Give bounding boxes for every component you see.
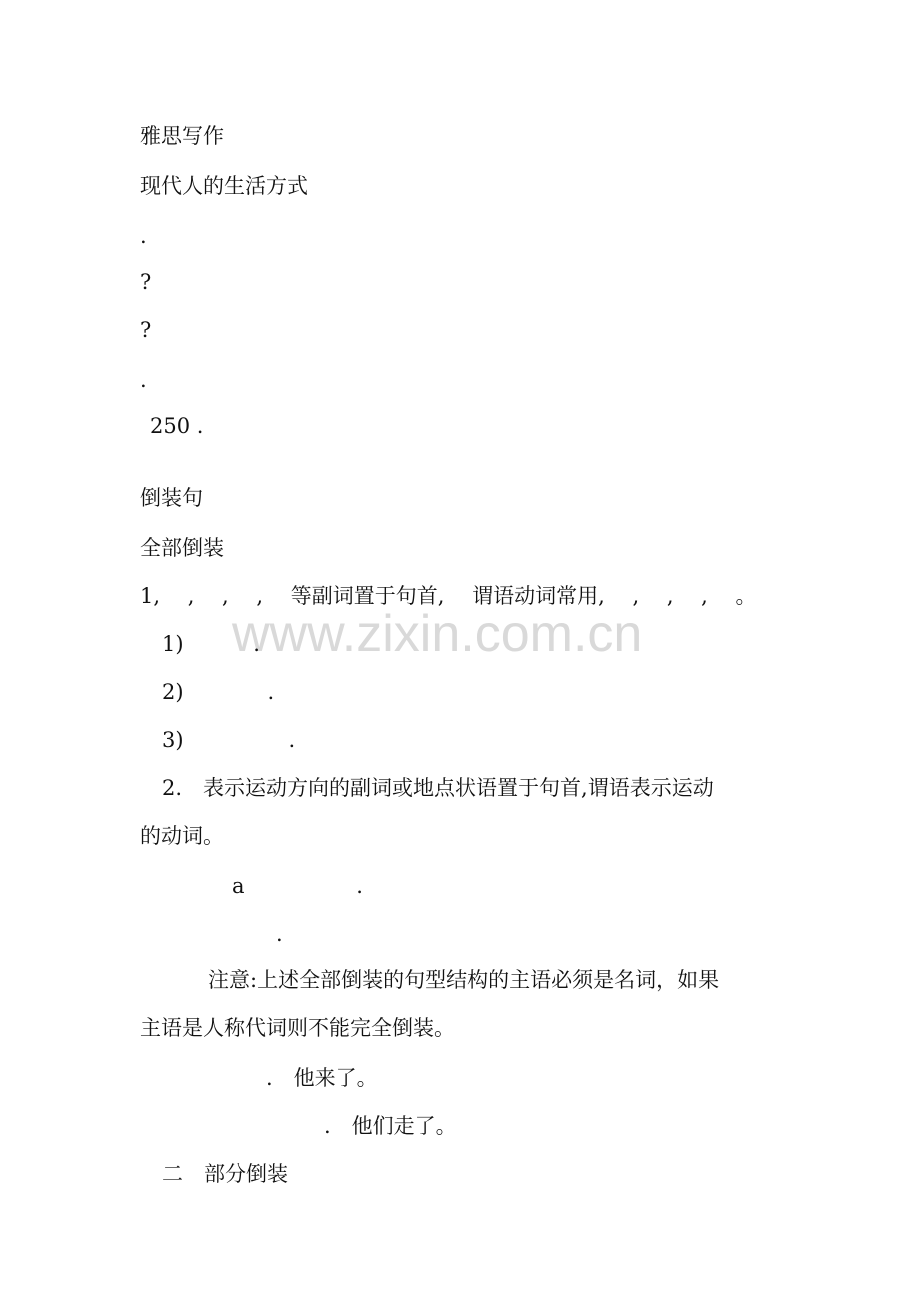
section-heading: 倒装句 (140, 486, 203, 510)
example-line: a . (232, 874, 363, 898)
watermark: www.zixin.com.cn (232, 605, 643, 663)
text-line: ? (140, 270, 152, 294)
rule-line: 1, , , , 等副词置于句首, 谓语动词常用, , , , 。 (140, 584, 757, 608)
document-title: 雅思写作 (140, 124, 224, 148)
example-line: . 他们走了。 (324, 1114, 457, 1138)
note-line: 主语是人称代词则不能完全倒装。 (140, 1016, 455, 1040)
rule-line: 2. 表示运动方向的副词或地点状语置于句首,谓语表示运动 (162, 776, 714, 800)
text-line: . (140, 224, 147, 248)
rule-line: 的动词。 (140, 824, 224, 848)
text-line: ? (140, 318, 152, 342)
example-line: 2) . (162, 680, 275, 704)
example-line: 1) . (162, 632, 260, 656)
example-line: 3) . (162, 728, 296, 752)
subsection-heading: 全部倒装 (140, 536, 224, 560)
example-line: . 他来了。 (266, 1066, 378, 1090)
example-line: . (276, 922, 283, 946)
text-line: . (140, 368, 147, 392)
word-count-line: 250 . (150, 414, 204, 438)
document-subtitle: 现代人的生活方式 (140, 174, 308, 198)
note-line: 注意:上述全部倒装的句型结构的主语必须是名词，如果 (208, 968, 720, 992)
subsection-heading: 二 部分倒装 (162, 1162, 288, 1186)
